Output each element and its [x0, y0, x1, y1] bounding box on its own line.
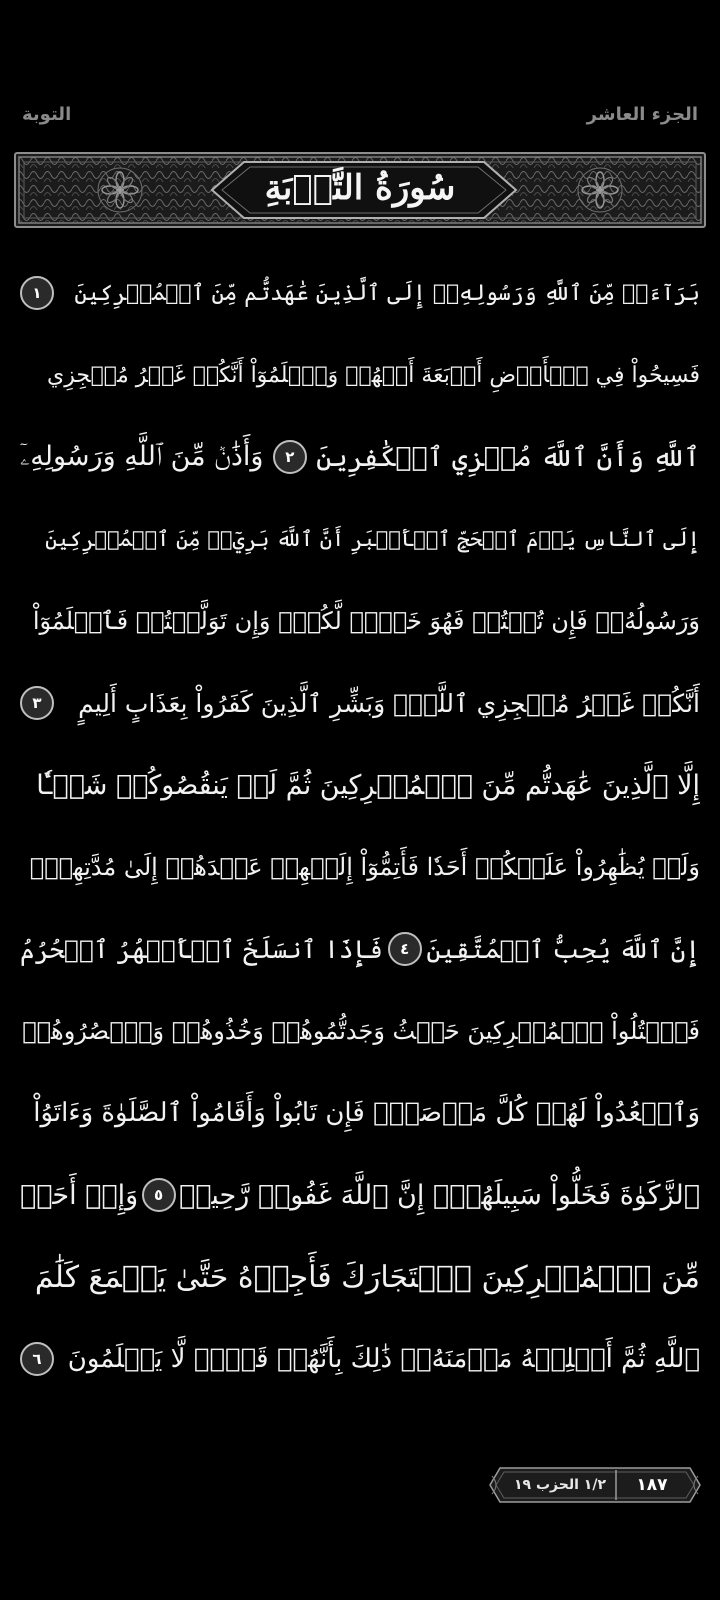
verse-text-segment: إِنَّ ٱللَّهَ يُحِبُّ ٱلۡمُتَّقِينَ [426, 934, 700, 964]
hizb-label: ١/٢ الحزب ١٩ [514, 1477, 606, 1493]
verse-line [20, 416, 700, 498]
ayah-number-marker: ٣ [20, 686, 54, 720]
verse-text-segment: إِلَى ٱلنَّاسِ يَوۡمَ ٱلۡحَجِّ ٱلۡأَكۡبَرِ أَنَّ ٱللَّهَ بَرِيٓءٞ مِّنَ ٱلۡمُشۡرِكِينَ [45, 527, 700, 551]
verse-text-segment: وَرَسُولُهُۥۚ فَإِن تُبۡتُمۡ فَهُوَ خَيۡرٞ لَّكُمۡۖ وَإِن تَوَلَّيۡتُمۡ فَٱعۡلَمُوٓاْ [32, 607, 700, 635]
verse-line [20, 1236, 700, 1318]
verse-text-segment: فَسِيحُواْ فِي ٱلۡأَرۡضِ أَرۡبَعَةَ أَشۡهُرٖ وَٱعۡلَمُوٓاْ أَنَّكُمۡ غَيۡرُ مُعۡجِزِي [47, 362, 700, 388]
verse-text-segment: وَأَذَٰنٞ مِّنَ ٱللَّهِ وَرَسُولِهِۦٓ [20, 441, 264, 472]
page-header [22, 96, 698, 132]
verse-line [20, 252, 700, 334]
verse-line [20, 1072, 700, 1154]
verse-text-block [20, 252, 700, 1400]
verse-line [20, 1318, 700, 1400]
verse-text-segment: أَنَّكُمۡ غَيۡرُ مُعۡجِزِي ٱللَّهِۗ وَبَشِّرِ ٱلَّذِينَ كَفَرُواْ بِعَذَابٍ أَلِيمٍ [78, 688, 700, 718]
verse-text-segment: ٱللَّهِ ثُمَّ أَبۡلِغۡهُ مَأۡمَنَهُۥۚ ذَٰلِكَ بِأَنَّهُمۡ قَوۡمٞ لَّا يَعۡلَمُونَ [67, 1344, 700, 1374]
verse-text-segment: وَلَمۡ يُظَٰهِرُواْ عَلَيۡكُمۡ أَحَدٗا فَأَتِمُّوٓاْ إِلَيۡهِمۡ عَهۡدَهُمۡ إِلَىٰ مُدَّتِهِمۡۚ [29, 853, 700, 881]
verse-text-segment: مِّنَ ٱلۡمُشۡرِكِينَ ٱسۡتَجَارَكَ فَأَجِرۡهُ حَتَّىٰ يَسۡمَعَ كَلَٰمَ [34, 1259, 700, 1295]
juz-name-header: الجزء العاشر [586, 103, 698, 125]
verse-text-segment: وَٱقۡعُدُواْ لَهُمۡ كُلَّ مَرۡصَدٖۚ فَإِن تَابُواْ وَأَقَامُواْ ٱلصَّلَوٰةَ وَءَاتَوُاْ [33, 1098, 700, 1128]
verse-text-segment: ٱلزَّكَوٰةَ فَخَلُّواْ سَبِيلَهُمۡۚ إِنَّ ٱللَّهَ غَفُورٞ رَّحِيمٞ [179, 1179, 700, 1211]
verse-line [20, 334, 700, 416]
verse-line [20, 498, 700, 580]
verse-text-segment: فَٱقۡتُلُواْ ٱلۡمُشۡرِكِينَ حَيۡثُ وَجَدتُّمُوهُمۡ وَخُذُوهُمۡ وَٱحۡصُرُوهُمۡ [22, 1017, 700, 1045]
page-number: ١٨٧ [636, 1475, 668, 1495]
verse-line [20, 990, 700, 1072]
ayah-number-marker: ٢ [273, 440, 307, 474]
ayah-number-marker: ٥ [142, 1178, 176, 1212]
ayah-number-marker: ١ [20, 276, 54, 310]
verse-line [20, 1154, 700, 1236]
surah-title: سُورَةُ التَّوۡبَةِ [264, 168, 456, 208]
verse-line [20, 744, 700, 826]
verse-text-segment: فَإِذَا ٱنسَلَخَ ٱلۡأَشۡهُرُ ٱلۡحُرُمُ [20, 934, 383, 964]
verse-line [20, 662, 700, 744]
surah-name-header: التوبة [22, 103, 72, 125]
surah-banner [14, 152, 706, 228]
verse-text-segment: ٱللَّهِ وَأَنَّ ٱللَّهَ مُخۡزِي ٱلۡكَٰفِرِينَ [316, 441, 700, 473]
verse-text-segment: إِلَّا ٱلَّذِينَ عَٰهَدتُّم مِّنَ ٱلۡمُشۡرِكِينَ ثُمَّ لَمۡ يَنقُصُوكُمۡ شَيۡـٔٗا [36, 769, 700, 801]
page-footer [488, 1466, 702, 1504]
ayah-number-marker: ٦ [20, 1342, 54, 1376]
verse-line [20, 580, 700, 662]
verse-line [20, 908, 700, 990]
verse-text-segment: وَإِنۡ أَحَدٞ [20, 1179, 139, 1211]
verse-line [20, 826, 700, 908]
ayah-number-marker: ٤ [388, 932, 422, 966]
verse-text-segment: بَرَآءَةٞ مِّنَ ٱللَّهِ وَرَسُولِهِۦٓ إِلَى ٱلَّذِينَ عَٰهَدتُّم مِّنَ ٱلۡمُشۡرِكِينَ [74, 280, 700, 306]
